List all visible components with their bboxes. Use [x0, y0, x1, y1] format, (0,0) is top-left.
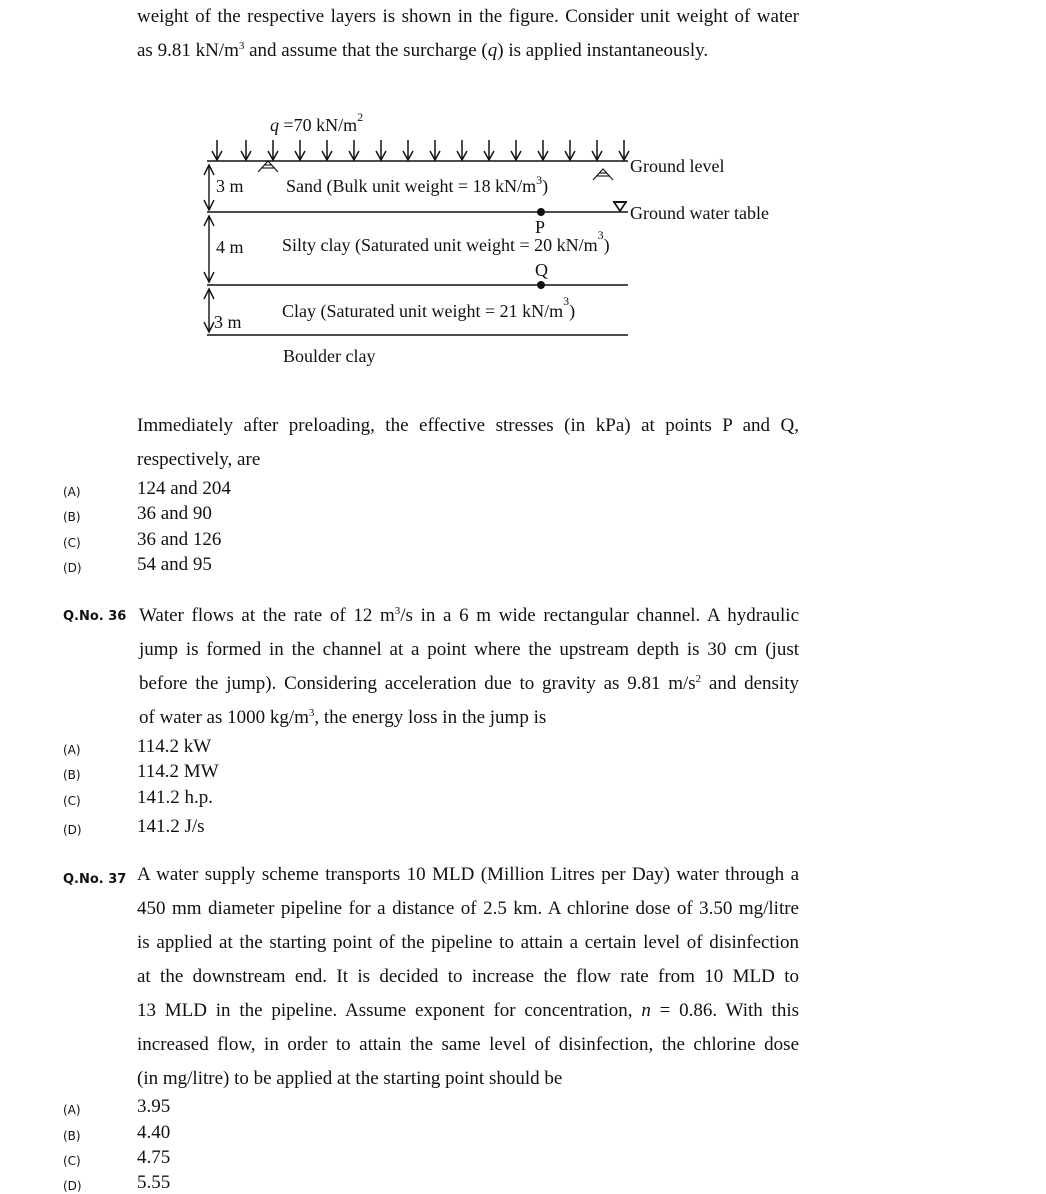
surcharge-arrow [322, 140, 332, 160]
soil-profile-figure [0, 0, 1046, 380]
q35-option-d-label: (D) [63, 561, 82, 575]
intro-line-2-sup: 3 [238, 40, 245, 52]
q36-stem-line-1 [139, 605, 799, 627]
surcharge-arrow [295, 140, 305, 160]
q37-line-5-n: n [641, 1000, 651, 1021]
ground-water-table-label: Ground water table [630, 203, 769, 223]
boulder-clay-label: Boulder clay [283, 346, 376, 366]
layer-1-close: ) [542, 176, 549, 196]
layer-2-description [282, 228, 610, 256]
surcharge-arrow [268, 140, 278, 160]
layer-3-close: ) [569, 301, 576, 321]
q35-option-c-label: (C) [63, 536, 81, 550]
point-q-label: Q [535, 260, 548, 280]
q35-option-c-text[interactable]: 36 and 126 [137, 529, 222, 550]
surcharge-arrow [484, 140, 494, 160]
dimension-arrow-layer-2 [204, 216, 214, 282]
q37-option-b-label: (B) [63, 1129, 81, 1143]
q37-stem-line-6: increased flow, in order to attain the same level of disinfection, the chlorine dose [137, 1034, 799, 1055]
surcharge-arrow [511, 140, 521, 160]
q36-option-b-label: (B) [63, 768, 81, 782]
q36-stem-line-3 [139, 673, 799, 695]
layer-1-desc-text: Sand (Bulk unit weight = 18 kN/m [286, 176, 537, 196]
layer-2-close: ) [603, 235, 610, 255]
surcharge-arrow [430, 140, 440, 160]
q37-option-a-text[interactable]: 3.95 [137, 1096, 171, 1117]
layer-3-thickness: 3 m [214, 312, 242, 332]
q37-stem-line-5 [137, 1000, 799, 1022]
q35-option-a-text[interactable]: 124 and 204 [137, 478, 231, 499]
surcharge-arrow [241, 140, 251, 160]
q37-option-a-label: (A) [63, 1103, 81, 1117]
surcharge-arrow [619, 140, 629, 160]
layer-1-description [286, 173, 548, 197]
surcharge-q-symbol: q [270, 115, 279, 135]
q35-stem-line-1: Immediately after preloading, the effective stresses (in kPa) at points P and Q, [137, 415, 799, 436]
layer-2-sup: 3 [597, 228, 604, 242]
surcharge-arrow [212, 140, 222, 160]
intro-line-2-pre: as 9.81 kN/m [137, 40, 239, 61]
q36-option-b-text[interactable]: 114.2 MW [137, 761, 219, 782]
dimension-arrow-layer-3 [204, 289, 214, 332]
layer-3-sup: 3 [563, 294, 570, 308]
q35-option-b-text[interactable]: 36 and 90 [137, 503, 212, 524]
q35-stem-line-2: respectively, are [137, 449, 261, 470]
ground-level-label: Ground level [630, 156, 725, 176]
q36-line-4-sup: 3 [308, 707, 315, 719]
q36-line-4-post: , the energy loss in the jump is [314, 707, 547, 728]
surcharge-label [270, 110, 363, 135]
ground-hatch-symbol [593, 169, 613, 180]
intro-line-2-q: q [487, 40, 498, 61]
q37-number: Q.No. 37 [63, 872, 127, 887]
layer-1-sup: 3 [536, 173, 543, 187]
q36-line-4-pre: of water as 1000 kg/m [139, 707, 309, 728]
surcharge-arrow [403, 140, 413, 160]
q37-stem-line-2: 450 mm diameter pipeline for a distance of 2.5 km. A chlorine dose of 3.50 mg/litre [137, 898, 799, 919]
q37-stem-line-7: (in mg/litre) to be applied at the starting point should be [137, 1068, 563, 1089]
q37-option-d-text[interactable]: 5.55 [137, 1172, 171, 1193]
surcharge-arrow [538, 140, 548, 160]
q37-stem-line-4: at the downstream end. It is decided to increase the flow rate from 10 MLD to [137, 966, 799, 987]
point-p-label: P [535, 217, 546, 237]
water-table-symbol [614, 202, 626, 211]
q36-option-d-label: (D) [63, 823, 82, 837]
q36-line-3-pre: before the jump). Considering acceleration due to gravity as 9.81 m/s [139, 673, 696, 694]
layer-3-desc-text: Clay (Saturated unit weight = 21 kN/m [282, 301, 564, 321]
q36-option-c-text[interactable]: 141.2 h.p. [137, 787, 213, 808]
q36-line-3-post: and density [701, 673, 799, 694]
surcharge-arrow [592, 140, 602, 160]
surcharge-arrow [349, 140, 359, 160]
q37-option-c-label: (C) [63, 1154, 81, 1168]
dimension-arrow-layer-1 [204, 165, 214, 210]
layer-2-thickness: 4 m [216, 237, 244, 257]
q37-line-5-post: = 0.86. With this [650, 1000, 799, 1021]
surcharge-arrow [457, 140, 467, 160]
surcharge-arrow [376, 140, 386, 160]
q36-option-a-label: (A) [63, 743, 81, 757]
ground-hatch-symbol [258, 161, 278, 172]
surcharge-sup: 2 [357, 110, 364, 124]
q37-stem-line-3: is applied at the starting point of the pipeline to attain a certain level of disinfection [137, 932, 799, 953]
q36-option-d-text[interactable]: 141.2 J/s [137, 816, 205, 837]
q37-option-b-text[interactable]: 4.40 [137, 1122, 171, 1143]
q36-number: Q.No. 36 [63, 609, 127, 624]
q36-option-a-text[interactable]: 114.2 kW [137, 736, 212, 757]
intro-line-1: weight of the respective layers is shown in the figure. Consider unit weight of water [137, 6, 799, 27]
q37-option-d-label: (D) [63, 1179, 82, 1193]
layer-2-desc-text: Silty clay (Saturated unit weight = 20 kN/m [282, 235, 598, 255]
q35-option-d-text[interactable]: 54 and 95 [137, 554, 212, 575]
q36-option-c-label: (C) [63, 794, 81, 808]
surcharge-arrow [565, 140, 575, 160]
q36-line-1-sup: 3 [394, 605, 401, 617]
q35-option-a-label: (A) [63, 485, 81, 499]
surcharge-value: =70 kN/m [279, 115, 358, 135]
layer-1-thickness: 3 m [216, 176, 244, 196]
point-p-marker [537, 208, 545, 216]
q36-stem-line-4 [139, 707, 546, 729]
q35-option-b-label: (B) [63, 510, 81, 524]
layer-3-description [282, 294, 575, 322]
q37-line-5-pre: 13 MLD in the pipeline. Assume exponent for concentration, [137, 1000, 642, 1021]
surcharge-arrows [212, 140, 629, 160]
q36-line-1-pre: Water flows at the rate of 12 m [139, 605, 395, 626]
q37-option-c-text[interactable]: 4.75 [137, 1147, 171, 1168]
q36-stem-line-2: jump is formed in the channel at a point where the upstream depth is 30 cm (just [139, 639, 799, 660]
intro-line-2-post: ) is applied instantaneously. [497, 40, 709, 61]
q36-line-3-sup: 2 [695, 673, 702, 685]
q37-stem-line-1: A water supply scheme transports 10 MLD (Million Litres per Day) water through a [137, 864, 799, 885]
intro-line-2-mid: and assume that the surcharge ( [244, 40, 488, 61]
q36-line-1-post: /s in a 6 m wide rectangular channel. A hydraulic [400, 605, 799, 626]
